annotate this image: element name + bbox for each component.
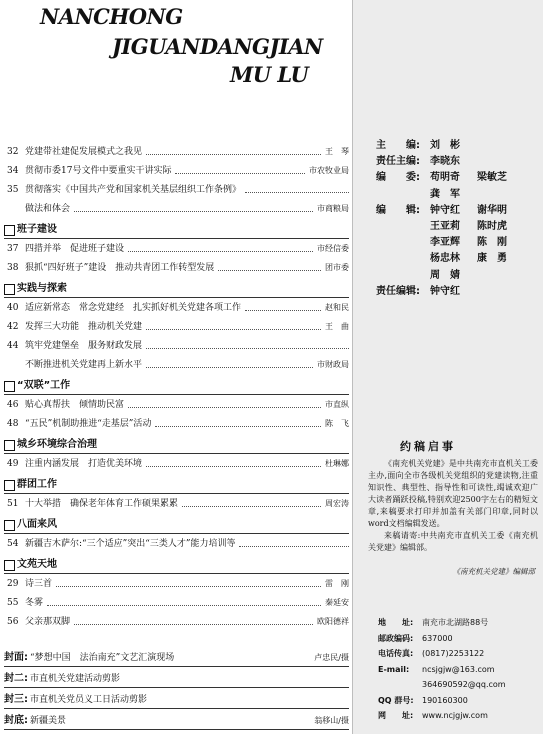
page-number: 51 — [7, 499, 19, 509]
entry-author: 欧阳德祥 — [317, 617, 349, 626]
entry-title: 不断推进机关党建再上新水平 — [25, 360, 143, 370]
section-label: 实践与探索 — [17, 283, 67, 294]
contact-value: 637000 — [422, 633, 453, 643]
page-number: 37 — [7, 244, 19, 254]
entry-author: 秦延安 — [325, 598, 349, 607]
page-number: 54 — [7, 539, 19, 549]
section-label: “双联”工作 — [17, 380, 71, 391]
leader-dots — [218, 262, 321, 271]
page-number: 29 — [7, 579, 19, 589]
divider — [352, 0, 353, 734]
cover-entry — [4, 715, 349, 727]
leader-dots — [146, 146, 321, 155]
contact-value: www.ncjgjw.com — [422, 711, 488, 720]
entry-author: 雷 刚 — [325, 579, 349, 588]
cover-title: 市直机关党建活动剪影 — [30, 674, 121, 684]
contact-row — [378, 664, 495, 676]
cover-rule — [4, 666, 349, 667]
entry-title: 四措并举 促进班子建设 — [25, 244, 125, 254]
section-rule — [4, 453, 349, 454]
section-rule — [4, 297, 349, 298]
section-rule — [4, 394, 349, 395]
staff-name: 陈时虎 — [477, 221, 507, 232]
contact-label: 邮政编码: — [378, 633, 414, 643]
notice-paragraph: 《南充机关党建》是中共南充市直机关工委主办,面向全市各级机关党组织的党建读物,注重知识性、典型性、指导性和可读性,竭诚欢迎广大读者踊跃投稿,特别欢迎2500字左右的精短文章,来稿要求打印并加盖有关部门印章,同时以word文档编辑发送。 — [368, 459, 538, 528]
contact-label: 电话传真: — [378, 649, 414, 658]
page-number: 46 — [7, 400, 19, 410]
checkbox-icon — [4, 225, 15, 236]
leader-dots — [128, 243, 313, 252]
page-number: 56 — [7, 617, 19, 627]
contact-label: QQ 群号: — [378, 695, 414, 705]
contact-value: 364690592@qq.com — [422, 680, 506, 689]
section-label: 八面来风 — [17, 519, 57, 530]
staff-name: 谢华明 — [477, 204, 507, 216]
checkbox-icon — [4, 440, 15, 451]
contact-value: 南充市北湖路88号 — [422, 618, 489, 627]
notice-title: 约稿启事 — [400, 440, 456, 453]
section-heading — [4, 518, 349, 532]
staff-row — [376, 187, 477, 202]
contact-value: 190160300 — [422, 695, 468, 705]
staff-row — [376, 284, 477, 299]
cover-entry — [4, 652, 349, 664]
checkbox-icon — [4, 560, 15, 571]
cover-entry — [4, 694, 349, 706]
entry-author: 市财政局 — [317, 360, 349, 369]
staff-name: 李亚辉 — [430, 237, 460, 249]
entry-author: 杜琳娜 — [325, 459, 349, 468]
section-heading — [4, 379, 349, 393]
staff-name: 梁敏芝 — [477, 172, 507, 184]
header-line2: JIGUANDANGJIAN — [112, 34, 323, 59]
page-number: 42 — [7, 322, 19, 332]
leader-dots — [56, 578, 321, 587]
contact-label: 地 址: — [378, 618, 414, 627]
staff-name: 钟守红 — [430, 204, 460, 216]
section-rule — [4, 238, 349, 239]
section-rule — [4, 533, 349, 534]
checkbox-icon — [4, 284, 15, 295]
staff-role: 编 辑: — [376, 204, 420, 216]
contact-row — [378, 679, 506, 691]
staff-name: 钟守红 — [430, 285, 460, 297]
contact-row — [378, 617, 488, 629]
cover-title: “梦想中国 法治南充”文艺汇演现场 — [30, 653, 175, 663]
entry-title: 父亲那双脚 — [25, 617, 71, 627]
page-number: 49 — [7, 459, 19, 469]
section-heading — [4, 438, 349, 452]
leader-dots — [245, 302, 321, 311]
leader-dots — [146, 340, 349, 349]
entry-author: 团市委 — [325, 263, 349, 272]
section-label: 班子建设 — [17, 224, 57, 235]
notice-paragraph: 来稿请寄:中共南充市直机关工委《南充机关党建》编辑部。 — [368, 531, 538, 552]
contact-value: (0817)2253122 — [422, 649, 485, 658]
checkbox-icon — [4, 520, 15, 531]
staff-name: 杨忠林 — [430, 253, 460, 265]
contact-value: ncsjgjw@163.com — [422, 664, 495, 674]
leader-dots — [146, 458, 321, 467]
leader-dots — [128, 399, 321, 408]
staff-name: 周 婧 — [430, 269, 460, 281]
section-heading — [4, 478, 349, 492]
staff-name: 陈 刚 — [477, 237, 507, 249]
section-heading — [4, 282, 349, 296]
section-label: 文苑天地 — [17, 559, 57, 570]
entry-author: 赵和民 — [325, 303, 349, 312]
staff-row — [376, 154, 477, 169]
leader-dots — [146, 321, 321, 330]
notice-signature: 《南充机关党建》编辑部 — [452, 567, 535, 576]
page-number: 44 — [7, 341, 19, 351]
staff-name: 王亚莉 — [430, 221, 460, 232]
cover-key: 封三: — [4, 694, 28, 705]
contact-label: E-mail: — [378, 664, 410, 674]
staff-name: 康 勇 — [477, 253, 507, 265]
page-number: 55 — [7, 598, 19, 608]
cover-key: 封面: — [4, 652, 28, 663]
checkbox-icon — [4, 381, 15, 392]
notice-body — [368, 458, 538, 554]
staff-role: 编 委: — [376, 172, 420, 184]
contact-row — [378, 710, 488, 722]
staff-name: 刘 彬 — [430, 140, 460, 151]
staff-role: 责任主编: — [376, 156, 420, 168]
leader-dots — [175, 165, 305, 174]
entry-author: 市商粮局 — [317, 204, 349, 213]
staff-role: 责任编辑: — [376, 285, 420, 297]
staff-name: 李晓东 — [430, 156, 460, 168]
entry-title: 十大举措 确保老年体育工作硕果累累 — [25, 499, 179, 509]
cover-rule — [4, 729, 349, 730]
staff-row — [376, 268, 477, 283]
section-label: 城乡环境综合治理 — [17, 439, 97, 450]
entry-author: 陈 飞 — [325, 419, 349, 428]
cover-author: 翁移山/摄 — [314, 716, 349, 725]
section-label: 群团工作 — [17, 479, 57, 490]
entry-title: 筑牢党建堡垒 服务财政发展 — [25, 341, 143, 351]
cover-key: 封二: — [4, 673, 28, 684]
entry-title: 注重内涵发展 打造优美环境 — [25, 459, 143, 469]
staff-name: 苟明奇 — [430, 172, 460, 184]
section-heading — [4, 223, 349, 237]
page-number: 32 — [7, 147, 19, 157]
contact-label: 网 址: — [378, 711, 414, 720]
leader-dots — [146, 359, 313, 368]
entry-author: 王 曲 — [325, 322, 349, 331]
page-number: 40 — [7, 303, 19, 313]
contact-row — [378, 648, 484, 660]
staff-name: 龚 军 — [430, 188, 460, 200]
cover-title: 新疆美景 — [30, 716, 67, 726]
staff-row — [376, 251, 524, 266]
entry-author: 市农牧业局 — [309, 166, 349, 175]
entry-title: 贯彻市委17号文件中要重实干讲实际 — [25, 166, 172, 176]
staff-row — [376, 138, 477, 153]
entry-title: 发挥三大功能 推动机关党建 — [25, 322, 143, 332]
cover-rule — [4, 687, 349, 688]
entry-author: 周宏涛 — [325, 499, 349, 508]
staff-row — [376, 219, 524, 234]
entry-author: 市直纵 — [325, 400, 349, 409]
entry-author: 王 琴 — [325, 147, 349, 156]
leader-dots — [155, 418, 321, 427]
leader-dots — [74, 203, 313, 212]
checkbox-icon — [4, 480, 15, 491]
staff-row — [376, 203, 524, 218]
entry-title: 贴心真帮扶 倾情助民富 — [25, 400, 125, 410]
contact-row — [378, 633, 453, 645]
cover-entry — [4, 673, 349, 685]
entry-title: 新疆吉木萨尔:“三个适应”突出“三类人才”能力培训等 — [25, 539, 236, 549]
header-line3: MU LU — [230, 62, 309, 87]
section-heading — [4, 558, 349, 572]
staff-row — [376, 235, 524, 250]
entry-title: 党建带社建促发展模式之我见 — [25, 147, 143, 157]
page-number: 38 — [7, 263, 19, 273]
leader-dots — [182, 498, 321, 507]
entry-author: 市经信委 — [317, 244, 349, 253]
leader-dots — [239, 538, 349, 547]
contact-row — [378, 695, 468, 707]
leader-dots — [245, 184, 349, 193]
header-line1: NANCHONG — [40, 4, 183, 29]
entry-title: 诗三首 — [25, 579, 53, 589]
cover-title: 市直机关党员义工日活动剪影 — [30, 695, 148, 705]
entry-title: “五民”机制助推进“走基层”活动 — [25, 419, 152, 429]
entry-title: 狠抓“四好班子”建设 推动共青团工作转型发展 — [25, 263, 215, 273]
page-number: 48 — [7, 419, 19, 429]
staff-row — [376, 170, 524, 185]
section-rule — [4, 573, 349, 574]
entry-title: 冬雾 — [25, 598, 44, 608]
cover-key: 封底: — [4, 715, 28, 726]
page-number: 34 — [7, 166, 19, 176]
entry-title: 做法和体会 — [25, 204, 71, 214]
section-rule — [4, 493, 349, 494]
staff-role: 主 编: — [376, 140, 420, 151]
entry-title: 适应新常态 常念党建经 扎实抓好机关党建各项工作 — [25, 303, 242, 313]
leader-dots — [47, 597, 321, 606]
leader-dots — [74, 616, 313, 625]
entry-title: 贯彻落实《中国共产党和国家机关基层组织工作条例》 — [25, 185, 242, 195]
page-number: 35 — [7, 185, 19, 195]
cover-rule — [4, 708, 349, 709]
cover-author: 卢忠民/摄 — [314, 653, 349, 662]
